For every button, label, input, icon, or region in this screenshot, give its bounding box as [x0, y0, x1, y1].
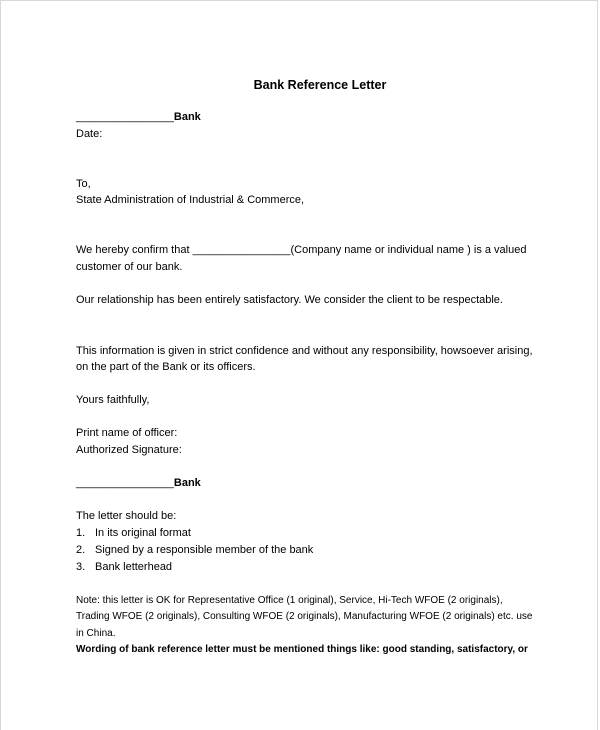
bank-footer	[76, 477, 201, 490]
bank-header-blank: ________________	[76, 111, 174, 123]
closing: Yours faithfully,	[76, 394, 150, 406]
wording-line: Wording of bank reference letter must be mentioned things like: good standing, satisfactory, or	[76, 644, 528, 655]
bank-footer-label: Bank	[173, 477, 201, 489]
recipient: State Administration of Industrial & Commerce,	[76, 194, 305, 206]
bank-footer-blank: ________________	[76, 477, 174, 489]
list-item-number: 3.	[76, 561, 86, 573]
note-line-1: Note: this letter is OK for Representative Office (1 original), Service, Hi-Tech WFOE (2 originals),	[76, 595, 503, 606]
list-item-number: 1.	[76, 527, 86, 539]
confirm-blank: ________________	[192, 244, 291, 256]
list-item-number: 2.	[76, 544, 86, 556]
print-name-label: Print name of officer:	[76, 427, 178, 439]
confidence-line-2: on the part of the Bank or its officers.	[76, 361, 256, 373]
to-label: To,	[76, 178, 91, 190]
bank-header-label: Bank	[173, 111, 201, 123]
signature-label: Authorized Signature:	[76, 444, 182, 456]
relationship-text: Our relationship has been entirely satisfactory. We consider the client to be respectable.	[76, 294, 503, 306]
list-item	[76, 561, 172, 574]
bank-header	[76, 111, 201, 124]
confirm-line-1	[76, 244, 526, 257]
list-item	[76, 527, 191, 540]
page-title: Bank Reference Letter	[253, 78, 387, 92]
note-line-3: in China.	[76, 628, 116, 639]
date-label: Date:	[76, 128, 103, 140]
confirm-line-2: customer of our bank.	[76, 261, 183, 273]
confirm-prefix: We hereby confirm that	[76, 244, 193, 256]
note-line-2: Trading WFOE (2 originals), Consulting WFOE (2 originals), Manufacturing WFOE (2 originals) etc. use	[76, 611, 533, 622]
list-item-text: In its original format	[95, 527, 191, 539]
list-item	[76, 544, 313, 557]
confirm-suffix: (Company name or individual name ) is a valued	[290, 244, 527, 256]
list-item-text: Signed by a responsible member of the bank	[95, 544, 314, 556]
confidence-line-1: This information is given in strict confidence and without any responsibility, howsoever arising,	[76, 345, 533, 357]
letter-should-be: The letter should be:	[76, 510, 177, 522]
list-item-text: Bank letterhead	[95, 561, 173, 573]
